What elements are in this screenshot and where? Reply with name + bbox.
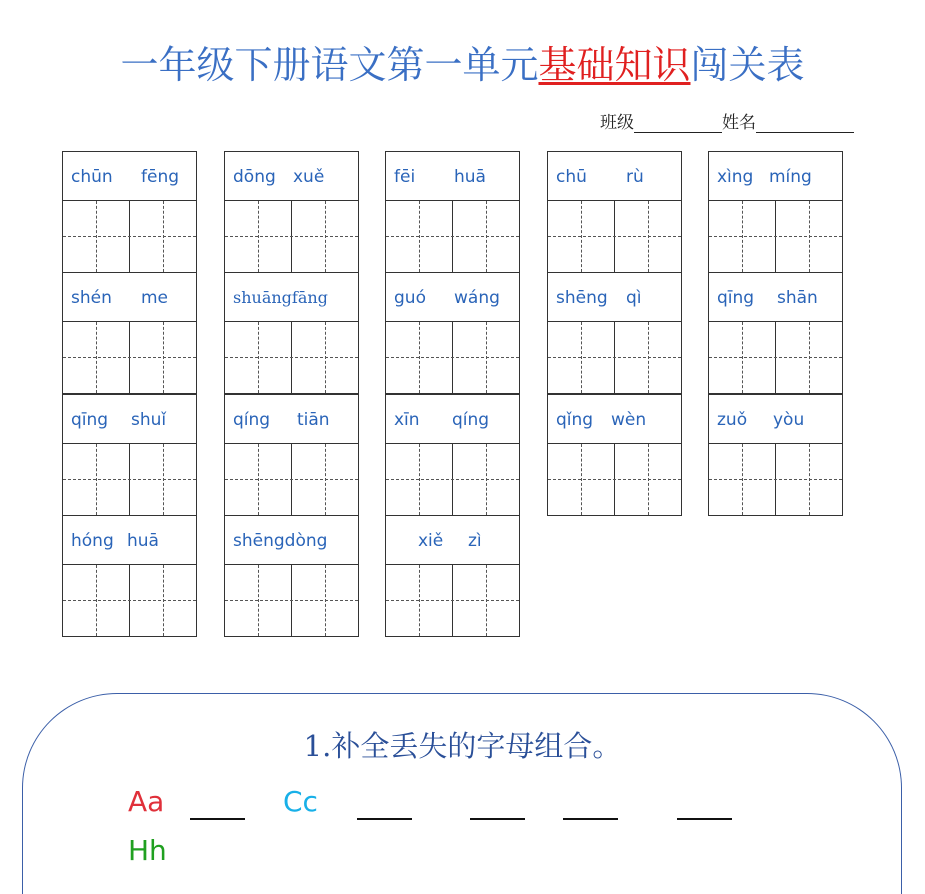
name-label: 姓名 [722, 113, 756, 133]
writing-grid[interactable] [709, 201, 842, 272]
pinyin-1: qǐng [556, 410, 594, 430]
writing-grid[interactable] [225, 322, 358, 393]
word-card [62, 515, 197, 637]
pinyin-cell [548, 273, 681, 322]
pinyin-cell [63, 273, 196, 322]
writing-grid[interactable] [63, 322, 196, 393]
pinyin-1: qīng [71, 410, 109, 430]
name-blank[interactable] [756, 114, 854, 133]
word-card [224, 394, 359, 516]
pinyin-cell [548, 152, 681, 201]
pinyin-cell [225, 273, 358, 322]
pinyin-cell [63, 152, 196, 201]
pinyin-cell [386, 152, 519, 201]
word-card [708, 394, 843, 516]
class-blank[interactable] [634, 114, 722, 133]
pinyin-1: xīn [394, 410, 420, 430]
pinyin-1: chū [556, 167, 587, 187]
pinyin-1: shēngdòng [233, 531, 328, 551]
word-card [385, 394, 520, 516]
word-card [62, 151, 197, 273]
pinyin-2: shuǐ [131, 410, 167, 430]
answer-blank[interactable] [563, 818, 618, 820]
writing-grid[interactable] [63, 565, 196, 636]
pinyin-cell [225, 152, 358, 201]
exercise-title: 1.补全丢失的字母组合。 [303, 729, 622, 763]
student-info [600, 108, 854, 133]
pinyin-2: huā [127, 531, 159, 551]
answer-blank[interactable] [357, 818, 412, 820]
writing-grid[interactable] [548, 201, 681, 272]
pinyin-2: tiān [297, 410, 330, 430]
word-card [62, 272, 197, 394]
word-card [385, 151, 520, 273]
pinyin-1: dōng [233, 167, 276, 187]
pinyin-cell [386, 516, 519, 565]
word-card [547, 394, 682, 516]
pinyin-cell [386, 273, 519, 322]
word-card [708, 272, 843, 394]
pinyin-1: chūn [71, 167, 113, 187]
letter-hh: Hh [128, 834, 167, 867]
pinyin-2: yòu [773, 410, 805, 430]
pinyin-1: xiě [418, 531, 444, 551]
pinyin-cell [63, 395, 196, 444]
writing-grid[interactable] [548, 444, 681, 515]
writing-grid[interactable] [386, 322, 519, 393]
title-highlight: 基础知识 [538, 43, 691, 87]
writing-grid[interactable] [225, 444, 358, 515]
class-label: 班级 [600, 113, 634, 133]
pinyin-2: fēng [141, 167, 180, 187]
pinyin-2: wèn [611, 410, 647, 430]
writing-grid[interactable] [386, 201, 519, 272]
word-card [224, 272, 359, 394]
pinyin-2: qì [626, 288, 642, 308]
letter-cc: Cc [283, 785, 318, 818]
writing-grid[interactable] [63, 444, 196, 515]
pinyin-2: xuě [293, 167, 325, 187]
word-card [224, 151, 359, 273]
title-part1: 一年级下册语文第一单元 [120, 43, 539, 87]
answer-blank[interactable] [677, 818, 732, 820]
pinyin-1: shén [71, 288, 112, 308]
pinyin-2: wáng [454, 288, 500, 308]
pinyin-2: zì [468, 531, 482, 551]
pinyin-1: qīng [717, 288, 755, 308]
writing-grid[interactable] [386, 565, 519, 636]
word-card [547, 151, 682, 273]
writing-grid[interactable] [386, 444, 519, 515]
writing-grid[interactable] [225, 201, 358, 272]
pinyin-2: qíng [452, 410, 490, 430]
writing-grid[interactable] [709, 322, 842, 393]
pinyin-cell [709, 152, 842, 201]
pinyin-2: míng [769, 167, 812, 187]
word-card [547, 272, 682, 394]
pinyin-cell [709, 395, 842, 444]
writing-grid[interactable] [709, 444, 842, 515]
answer-blank[interactable] [190, 818, 245, 820]
word-card [385, 515, 520, 637]
page-title [0, 34, 925, 89]
word-card [708, 151, 843, 273]
word-card [385, 272, 520, 394]
writing-grid[interactable] [225, 565, 358, 636]
word-card [224, 515, 359, 637]
pinyin-cell [225, 516, 358, 565]
pinyin-2: huā [454, 167, 486, 187]
pinyin-1: qíng [233, 410, 271, 430]
pinyin-cell [63, 516, 196, 565]
pinyin-1: hóng [71, 531, 114, 551]
pinyin-cell [548, 395, 681, 444]
pinyin-1: shuāngfāng [233, 288, 328, 307]
writing-grid[interactable] [548, 322, 681, 393]
letter-aa: Aa [128, 785, 165, 818]
pinyin-2: rù [626, 167, 644, 187]
pinyin-2: shān [777, 288, 818, 308]
pinyin-2: me [141, 288, 169, 308]
pinyin-1: zuǒ [717, 410, 748, 430]
pinyin-1: shēng [556, 288, 608, 308]
answer-blank[interactable] [470, 818, 525, 820]
pinyin-cell [709, 273, 842, 322]
pinyin-cell [225, 395, 358, 444]
pinyin-1: fēi [394, 167, 416, 187]
word-card [62, 394, 197, 516]
pinyin-1: guó [394, 288, 426, 308]
writing-grid[interactable] [63, 201, 196, 272]
title-part2: 闯关表 [690, 43, 805, 87]
pinyin-cell [386, 395, 519, 444]
pinyin-1: xìng [717, 167, 754, 187]
